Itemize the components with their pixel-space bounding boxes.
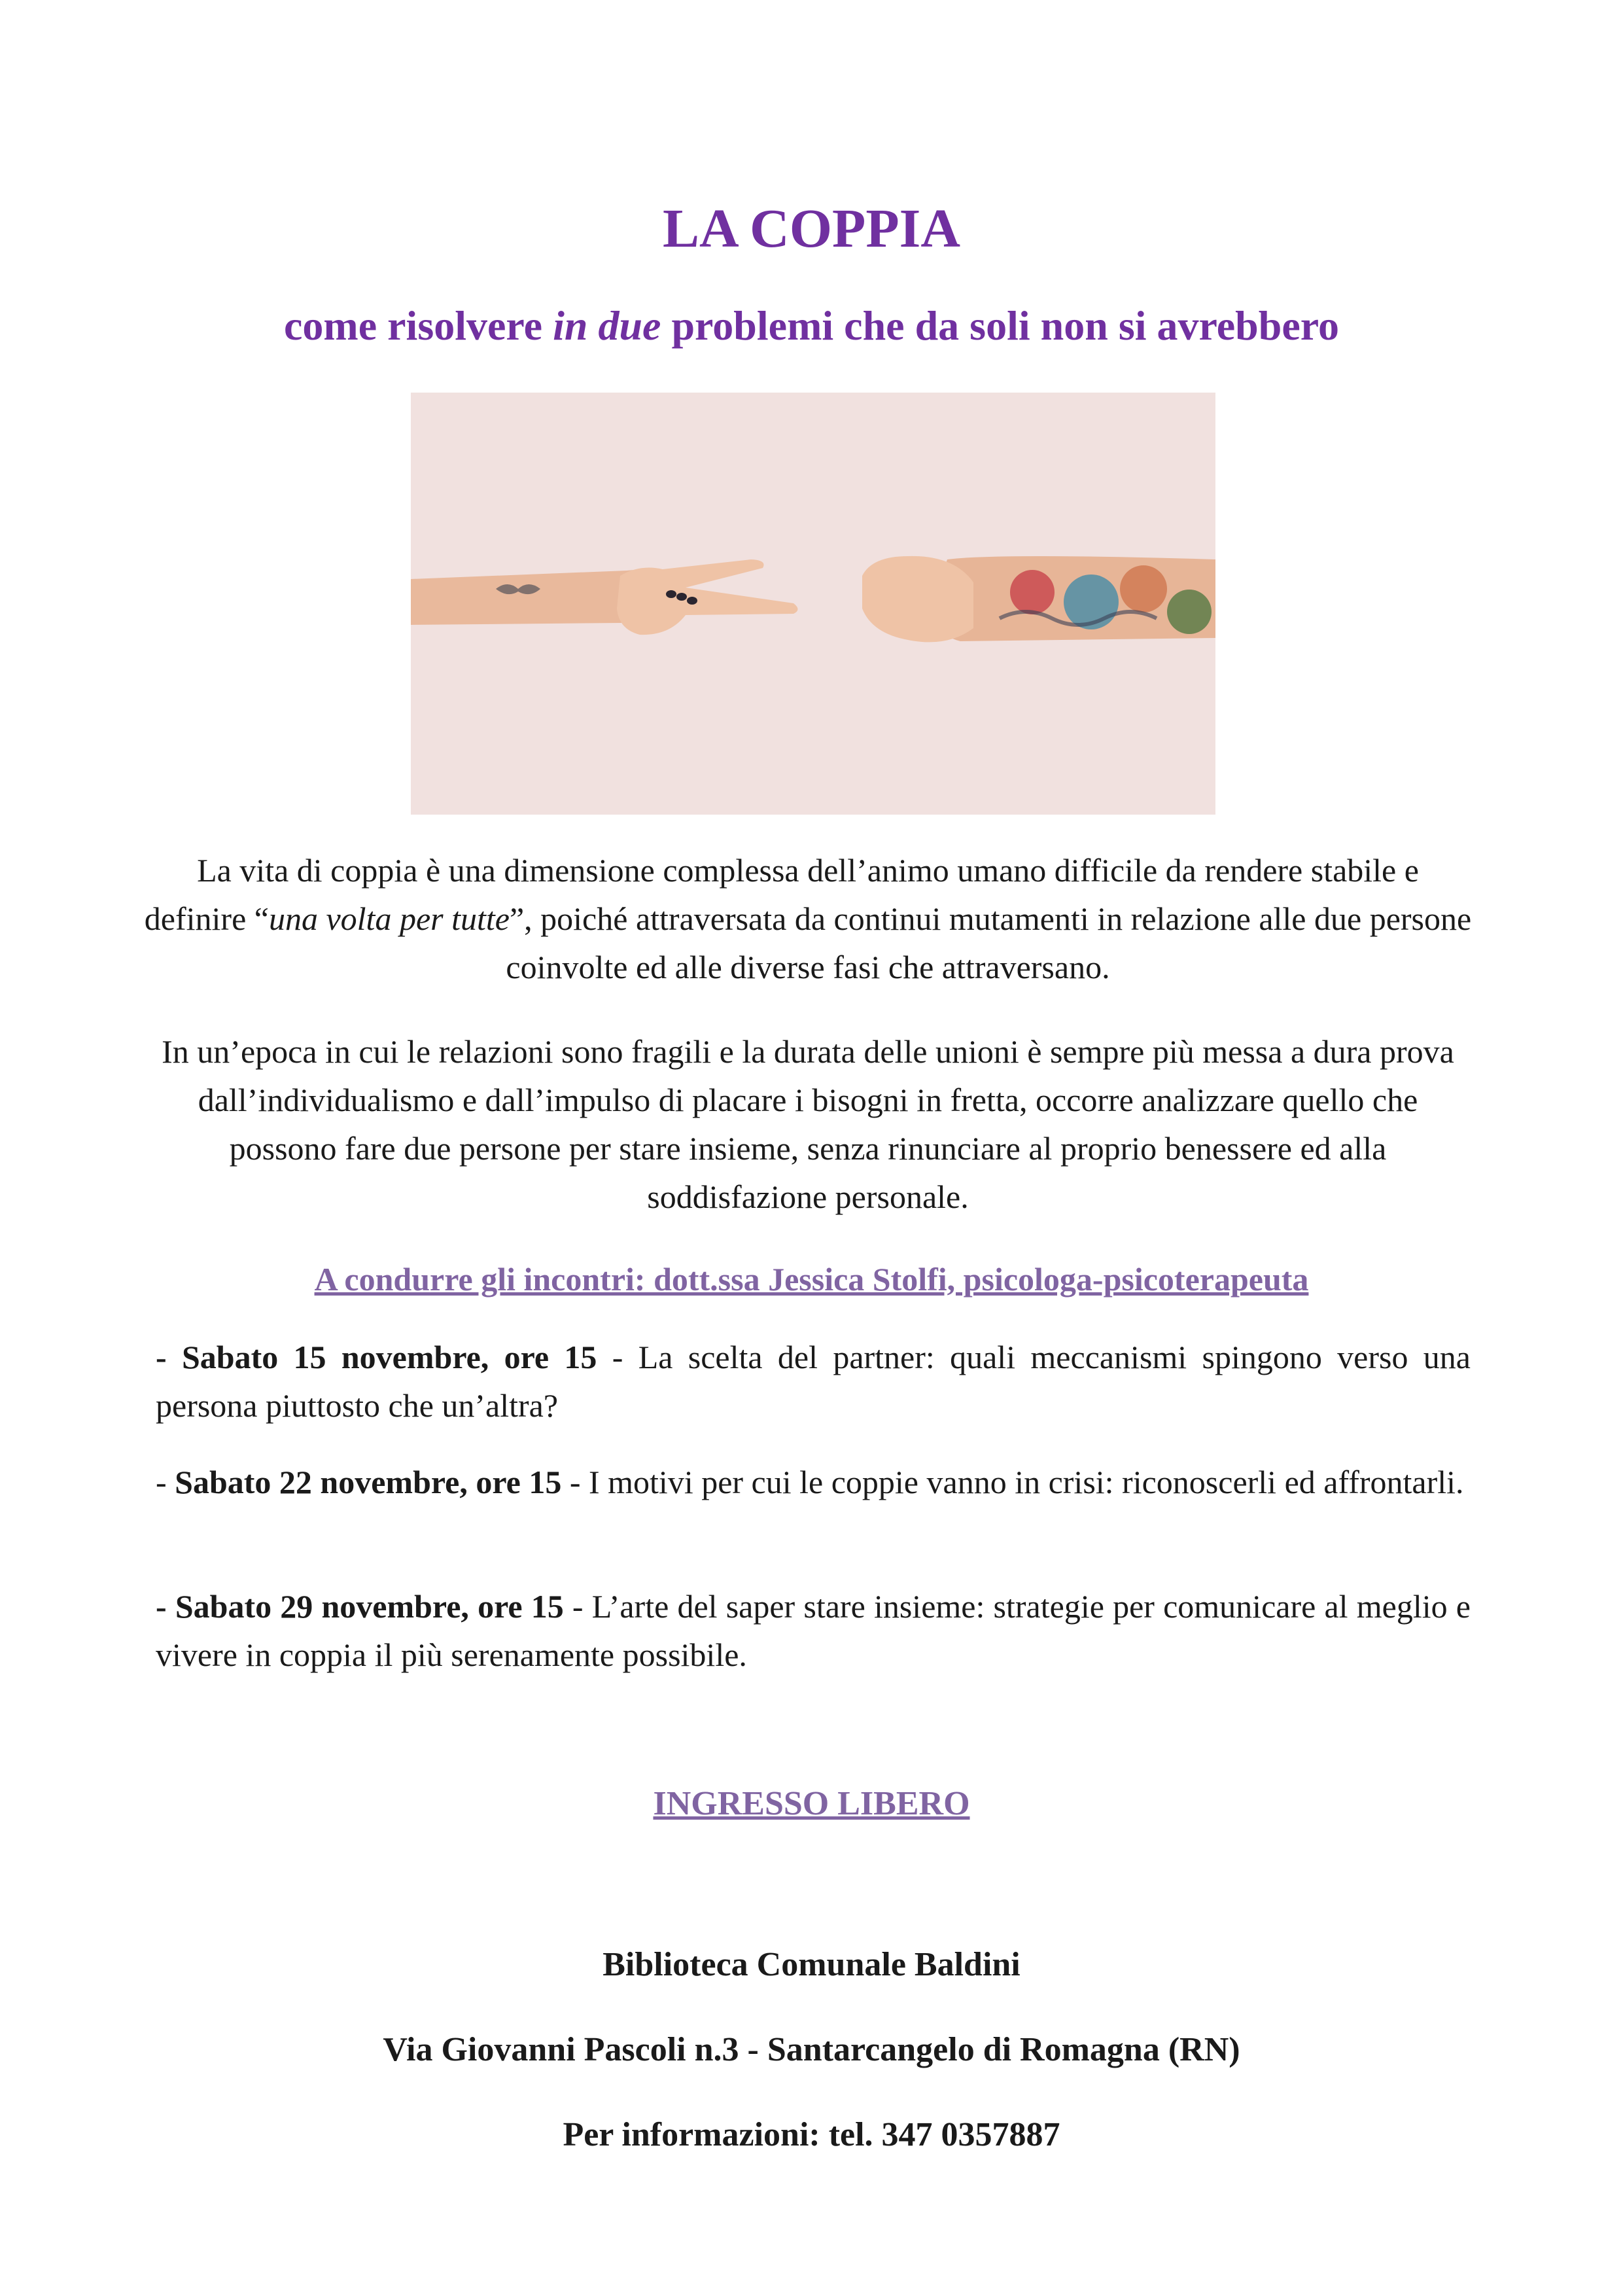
session-2-prefix: - <box>156 1464 175 1500</box>
session-1 <box>156 1333 1471 1430</box>
hands-peace-sign-and-fist-icon <box>411 393 1215 815</box>
subtitle-part-2: problemi che da soli non si avrebbero <box>661 302 1339 349</box>
intro-p1-part-1: La vita di coppia è una dimensione complessa dell’animo umano difficile da rendere stabile e definire “ <box>144 852 1419 937</box>
subtitle-emphasis: in due <box>553 302 661 349</box>
session-2 <box>156 1458 1471 1506</box>
session-2-date: Sabato 22 novembre, ore 15 <box>175 1464 562 1500</box>
contact-info: Per informazioni: tel. 347 0357887 <box>563 2116 1060 2153</box>
page-subtitle <box>0 301 1623 351</box>
intro-paragraph-2: In un’epoca in cui le relazioni sono fragili e la durata delle unioni è sempre più messa a dura prova dall’individualismo e dall’impulso di placare i bisogni in fretta, occorre analizzare quello che possono fare due persone per stare insieme, senza rinunciare al proprio benessere ed alla soddisfazione personale. <box>162 1033 1454 1215</box>
session-1-date: - Sabato 15 novembre, ore 15 <box>156 1339 597 1375</box>
venue-address: Via Giovanni Pascoli n.3 - Santarcangelo di Romagna (RN) <box>383 2031 1240 2068</box>
session-3 <box>156 1582 1471 1679</box>
venue-name: Biblioteca Comunale Baldini <box>602 1946 1021 1983</box>
session-1-text: - La scelta del partner: quali meccanismi spingono verso una persona piuttosto che un’altra? <box>156 1339 1471 1424</box>
page-title: LA COPPIA <box>662 198 961 259</box>
intro-p1-part-2: ”, poiché attraversata da continui mutamenti in relazione alle due persone coinvolte ed alle diverse fasi che attraversano. <box>506 900 1472 985</box>
hero-photo <box>411 393 1215 815</box>
session-3-text: - L’arte del saper stare insieme: strategie per comunicare al meglio e vivere in coppia il più serenamente possibile. <box>156 1588 1471 1673</box>
free-entry-notice: INGRESSO LIBERO <box>653 1785 970 1822</box>
session-3-date: - Sabato 29 novembre, ore 15 <box>156 1588 564 1625</box>
conductor-line: A condurre gli incontri: dott.ssa Jessica Stolfi, psicologa-psicoterapeuta <box>314 1261 1309 1298</box>
session-2-text: - I motivi per cui le coppie vanno in crisi: riconoscerli ed affrontarli. <box>561 1464 1464 1500</box>
intro-p1-emphasis: una volta per tutte <box>268 900 510 937</box>
intro-paragraph-1 <box>144 846 1472 991</box>
subtitle-part-1: come risolvere <box>284 302 553 349</box>
